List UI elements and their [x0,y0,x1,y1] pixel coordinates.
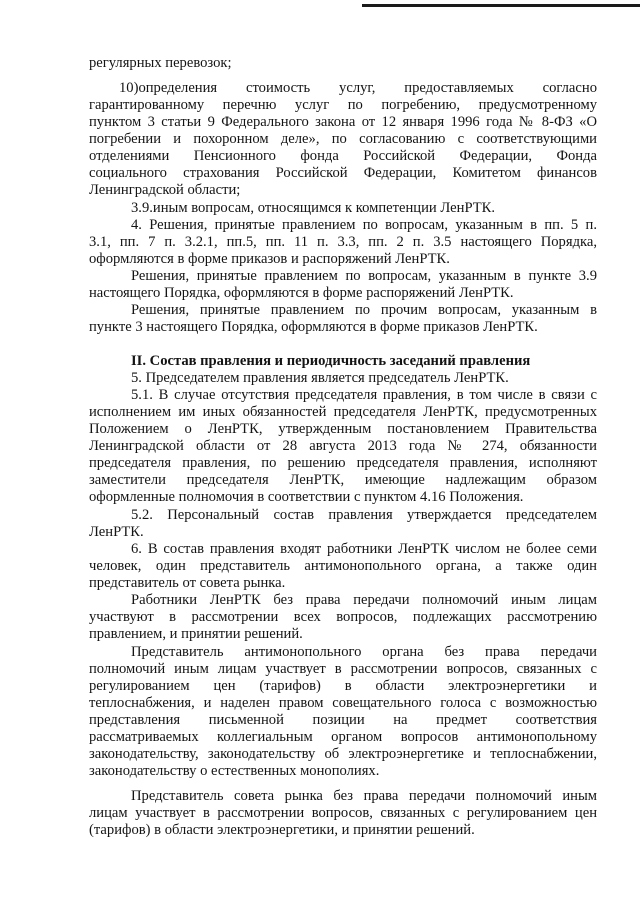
text-line: председателя правления, по решению председателя правления, исполняют [89,455,597,471]
text-line: 5.2. Персональный состав правления утверждается председателем [131,507,597,523]
text-line: правлением, и принятии решений. [89,626,303,642]
text-line: человек, один представитель антимонопольного органа, а также один [89,558,597,574]
text-line: 3.9.иным вопросам, относящимся к компетенции ЛенРТК. [131,200,496,216]
text-line: законодательству о естественных монополиях. [89,763,380,779]
text-line: Решения, принятые правлением по прочим вопросам, указанным в [131,302,597,318]
text-line: Решения, принятые правлением по вопросам, указанным в пункте 3.9 [131,268,597,284]
text-line: рассматриваемых коллегиальным органом вопросов антимонопольному [89,729,597,745]
text-line: представления письменной позиции на предмет соответствия [89,712,597,728]
text-line: Положением о ЛенРТК, утвержденным постановлением Правительства [89,421,597,437]
text-line: оформленные полномочия в соответствии с пунктом 4.16 Положения. [89,489,524,505]
text-line: законодательству, законодательству об электроэнергетике и теплоснабжении, [89,746,597,762]
text-line: представитель от совета рынка. [89,575,286,591]
text-line: участвуют в рассмотрении всех вопросов, подлежащих рассмотрению [89,609,597,625]
text-line: (тарифов) в области электроэнергетики, и принятии решений. [89,822,475,838]
text-line: настоящего Порядка, оформляются в форме распоряжений ЛенРТК. [89,285,514,301]
text-line: Представитель антимонопольного органа без права передачи [131,644,597,660]
text-line: лицам участвует в рассмотрении вопросов, связанных с регулированием цен [89,805,597,821]
text-line: Ленинградской области; [89,182,241,198]
text-line: полномочий иным лицам участвует в рассмотрении вопросов, связанных с [89,661,597,677]
text-line: пунктом 3 статьи 9 Федерального закона от 12 января 1996 года № 8-ФЗ «О [89,114,597,130]
text-line: регулярных перевозок; [89,55,232,71]
text-line: заместители председателя ЛенРТК, имеющие надлежащим образом [89,472,597,488]
text-line: теплоснабжения, и наделен правом совещательного голоса с возможностью [89,695,597,711]
text-line: отделениями Пенсионного фонда Российской Федерации, Фонда [89,148,597,164]
text-line: Работники ЛенРТК без права передачи полномочий иным лицам [131,592,597,608]
text-line: 5.1. В случае отсутствия председателя правления, в том числе в связи с [131,387,597,403]
text-line: оформляются в форме приказов и распоряжений ЛенРТК. [89,251,450,267]
text-line: погребении и похоронном деле», по согласованию с соответствующими [89,131,597,147]
text-line: 5. Председателем правления является председатель ЛенРТК. [131,370,509,386]
text-line: регулированием цен (тарифов) в области электроэнергетики и [89,678,597,694]
text-line: 10)определения стоимость услуг, предоставляемых согласно [119,80,597,96]
text-line: Представитель совета рынка без права передачи полномочий иным [131,788,597,804]
text-line: социального страхования Российской Федерации, Комитетом финансов [89,165,597,181]
text-line: Ленинградской области от 28 августа 2013 года № 274, обязанности [89,438,597,454]
text-line: гарантированному перечню услуг по погребению, предусмотренному [89,97,597,113]
text-line: пункте 3 настоящего Порядка, оформляются в форме приказов ЛенРТК. [89,319,538,335]
text-line: 6. В состав правления входят работники ЛенРТК числом не более семи [131,541,597,557]
text-line: ЛенРТК. [89,524,144,540]
text-line: 3.1, пп. 7 п. 3.2.1, пп.5, пп. 11 п. 3.3, пп. 2 п. 3.5 настоящего Порядка, [89,234,597,250]
section-heading: II. Состав правления и периодичность заседаний правления [131,353,531,369]
text-line: исполнением им иных обязанностей председателя ЛенРТК, предусмотренных [89,404,597,420]
text-line: 4. Решения, принятые правлением по вопросам, указанным в пп. 5 п. [131,217,597,233]
